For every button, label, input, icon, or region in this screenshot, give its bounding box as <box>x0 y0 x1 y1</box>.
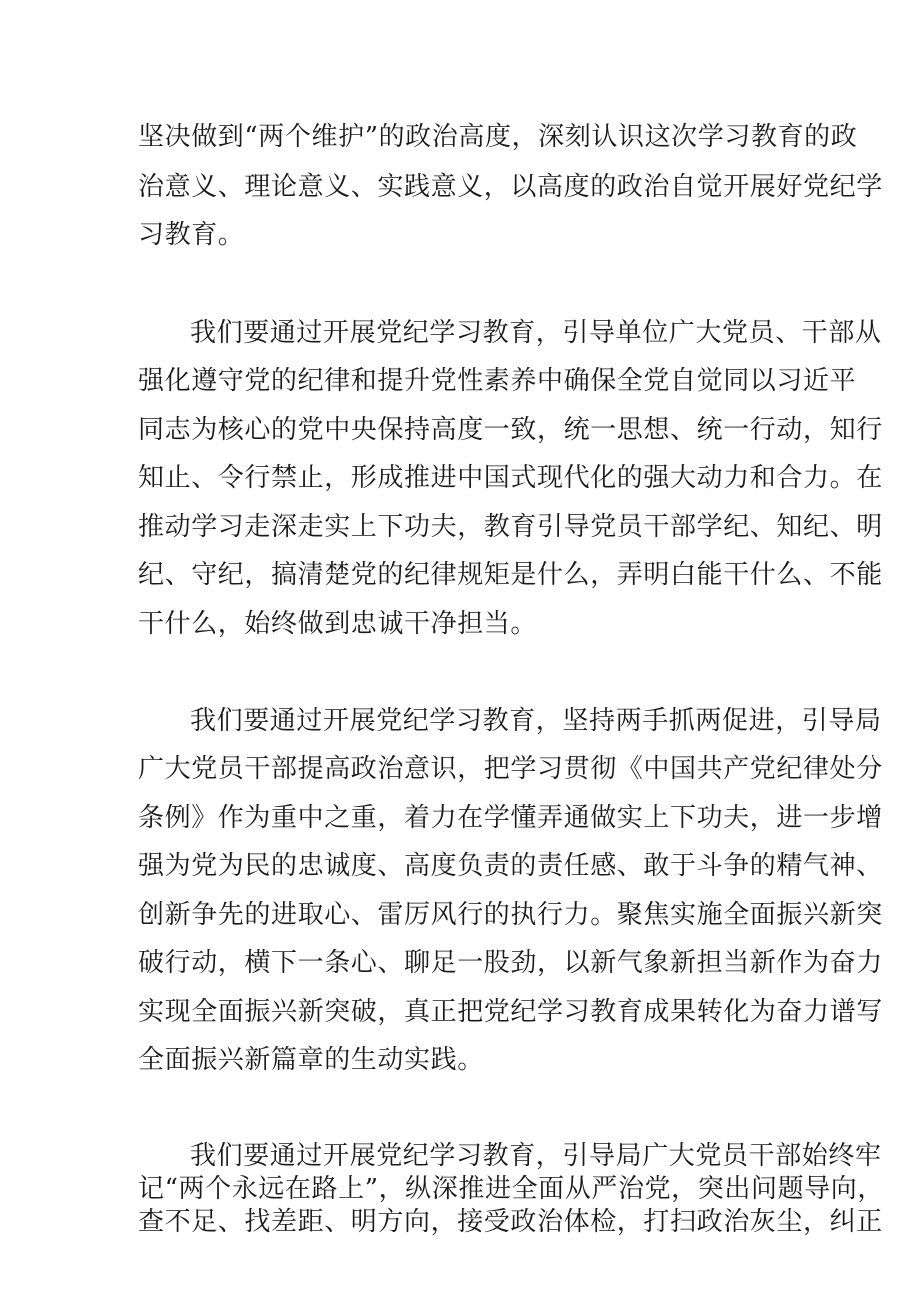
paragraph-line: 全面振兴新篇章的生动实践。 <box>138 1045 484 1075</box>
paragraph-line: 查不足、找差距、明方向，接受政治体检，打扫政治灰尘，纠正 <box>138 1207 883 1237</box>
paragraph-line: 强为党为民的忠诚度、高度负责的责任感、敢于斗争的精气神、 <box>138 851 883 881</box>
paragraph-line: 推动学习走深走实上下功夫，教育引导党员干部学纪、知纪、明 <box>138 512 883 542</box>
paragraph-line: 创新争先的进取心、雷厉风行的执行力。聚焦实施全面振兴新突 <box>138 900 883 930</box>
paragraph-line: 广大党员干部提高政治意识，把学习贯彻《中国共产党纪律处分 <box>138 754 883 784</box>
paragraph-line: 同志为核心的党中央保持高度一致，统一思想、统一行动，知行 <box>138 415 883 445</box>
paragraph-line: 记“两个永远在路上”，纵深推进全面从严治党，突出问题导向， <box>138 1174 884 1204</box>
paragraph-line: 我们要通过开展党纪学习教育，引导单位广大党员、干部从 <box>190 318 882 348</box>
paragraph-line: 治意义、理论意义、实践意义，以高度的政治自觉开展好党纪学 <box>138 172 883 202</box>
paragraph-line: 实现全面振兴新突破，真正把党纪学习教育成果转化为奋力谱写 <box>138 997 883 1027</box>
paragraph-line: 纪、守纪，搞清楚党的纪律规矩是什么，弄明白能干什么、不能 <box>138 560 883 590</box>
paragraph-line: 我们要通过开展党纪学习教育，坚持两手抓两促进，引导局 <box>190 706 882 736</box>
paragraph-line: 破行动，横下一条心、聊足一股劲，以新气象新担当新作为奋力 <box>138 948 883 978</box>
paragraph-line: 坚决做到“两个维护”的政治高度，深刻认识这次学习教育的政 <box>138 122 858 152</box>
paragraph-line: 条例》作为重中之重，着力在学懂弄通做实上下功夫，进一步增 <box>138 803 883 833</box>
paragraph-line: 知止、令行禁止，形成推进中国式现代化的强大动力和合力。在 <box>138 463 883 493</box>
paragraph-line: 我们要通过开展党纪学习教育，引导局广大党员干部始终牢 <box>190 1141 882 1171</box>
paragraph-line: 强化遵守党的纪律和提升党性素养中确保全党自觉同以习近平 <box>138 366 857 396</box>
paragraph-line: 习教育。 <box>138 220 245 250</box>
paragraph-line: 干什么，始终做到忠诚干净担当。 <box>138 609 538 639</box>
